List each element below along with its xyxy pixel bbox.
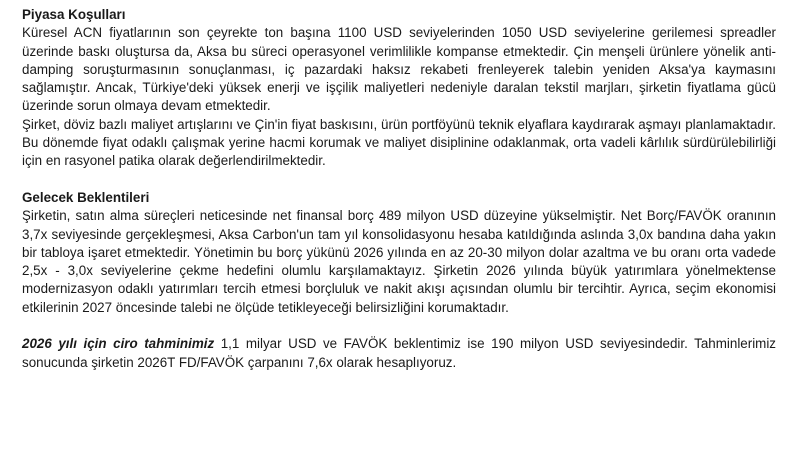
market-conditions-paragraph-2: Şirket, döviz bazlı maliyet artışlarını ve Çin'in fiyat baskısını, ürün portföyünü teknik elyaflara kaydırarak aşmayı planlamaktadır. Bu dönemde fiyat odaklı çalışmak yerine hacmi korumak ve maliyet disiplinine odaklanmak, orta vadeli kârlılık sürdürülebilirliği için en rasyonel patika olarak değerlendirilmektedir. <box>22 116 776 169</box>
paragraph-spacer <box>22 317 776 335</box>
forecast-emphasis: 2026 yılı için ciro tahminimiz <box>22 336 215 352</box>
market-conditions-paragraph-1: Küresel ACN fiyatlarının son çeyrekte ton başına 1100 USD seviyelerinden 1050 USD seviyelerine gerilemesi spreadler üzerinde baskı oluştursa da, Aksa bu süreci operasyonel verimlilikle kompanse etmektedir. Çin menşeli ürünlere yönelik anti-damping soruşturmasının sonuçlanması, iç pazardaki haksız rekabeti frenleyerek talebin yeniden Aksa'ya kaymasını sağlamıştır. Ancak, Türkiye'deki yüksek enerji ve işçilik maliyetleri nedeniyle daralan tekstil marjları, şirketin fiyatlama gücü üzerinde sorun olmaya devam etmektedir. <box>22 25 776 114</box>
future-expectations-heading: Gelecek Beklentileri <box>22 189 150 205</box>
market-conditions-heading: Piyasa Koşulları <box>22 7 126 22</box>
forecast-text: 1,1 milyar USD ve FAVÖK beklentimiz ise 190 milyon USD seviyesindedir. Tahminlerimiz sonucunda şirketin 2026T FD/FAVÖK çarpanını 7,6x olarak hesaplıyoruz. <box>22 336 777 370</box>
forecast-paragraph <box>22 335 776 372</box>
document-body <box>22 6 776 372</box>
future-expectations-paragraph-1: Şirketin, satın alma süreçleri neticesinde net finansal borç 489 milyon USD düzeyine yükselmiştir. Net Borç/FAVÖK oranının 3,7x seviyesinde gerçekleşmesi, Aksa Carbon'un tam yıl konsolidasyonu hesaba katıldığında aslında 3,0x bandına daha yakın bir tabloya işaret etmektedir. Yönetimin bu borç yükünü 2026 yılında en az 20-30 milyon dolar azaltma ve bu oranı orta vadede 2,5x - 3,0x seviyelerine çekme hedefini olumlu karşılamaktayız. Şirketin 2026 yılında büyük yatırımlara yönelmektense modernizasyon odaklı yatırımları tercih etmesi borçluluk ve nakit akışı açısından olumlu bir tercihtir. Ayrıca, seçim ekonomisi etkilerinin 2027 öncesinde talebi ne ölçüde tetikleyeceği belirsizliğini korumaktadır. <box>22 208 776 315</box>
section-spacer <box>22 171 776 189</box>
